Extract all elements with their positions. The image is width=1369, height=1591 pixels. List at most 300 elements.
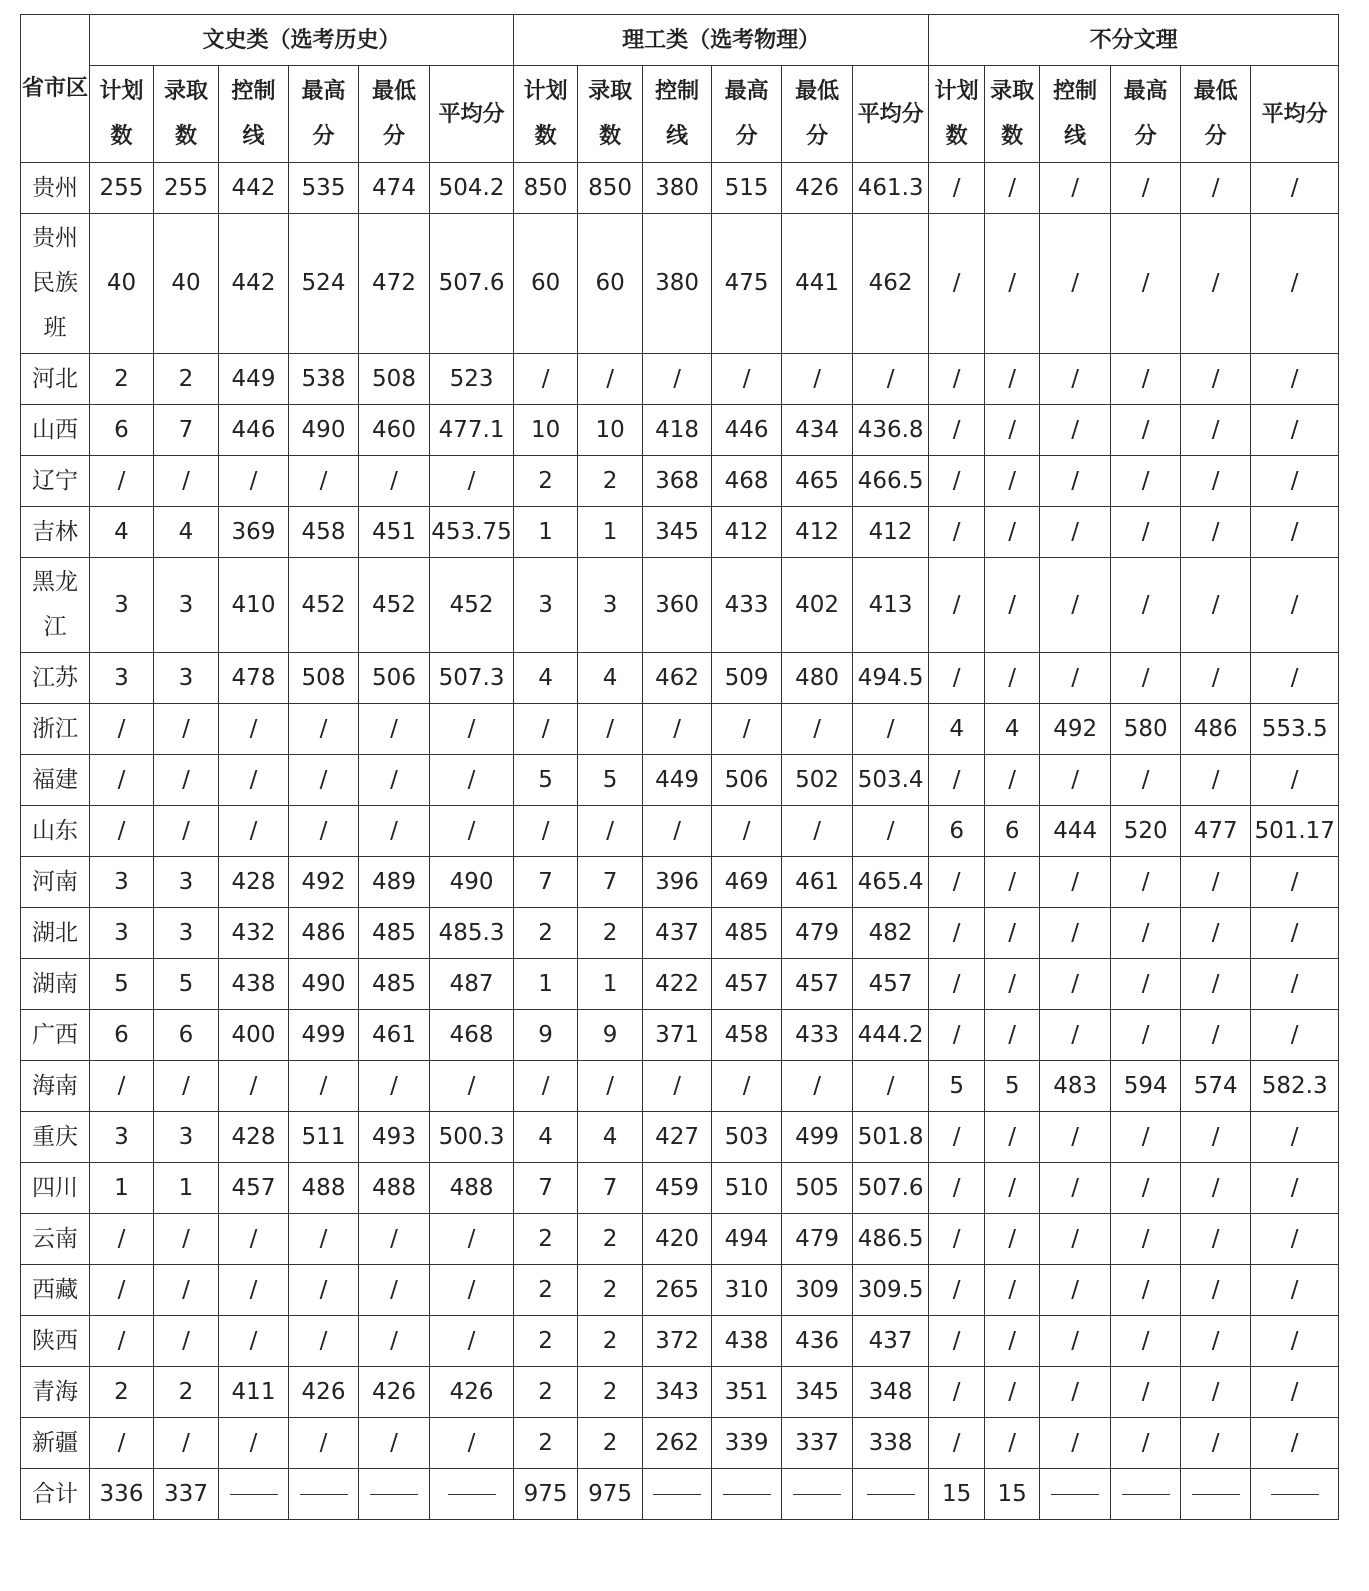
total-dash	[1181, 1469, 1251, 1520]
value-cell: 490	[289, 405, 359, 456]
value-cell: /	[985, 1265, 1040, 1316]
value-cell: /	[359, 1316, 430, 1367]
value-cell: 2	[578, 908, 643, 959]
region-cell: 陕西	[21, 1316, 90, 1367]
value-cell: /	[1251, 1214, 1339, 1265]
header-column: 最高分	[712, 66, 782, 163]
value-cell: 449	[643, 755, 712, 806]
value-cell: 2	[514, 1316, 578, 1367]
value-cell: /	[1181, 214, 1251, 354]
value-cell: /	[1040, 507, 1111, 558]
value-cell: 488	[289, 1163, 359, 1214]
value-cell: 483	[1040, 1061, 1111, 1112]
value-cell: /	[1251, 755, 1339, 806]
value-cell: /	[1181, 354, 1251, 405]
value-cell: /	[359, 806, 430, 857]
value-cell: 438	[712, 1316, 782, 1367]
value-cell: /	[712, 1061, 782, 1112]
value-cell: 60	[514, 214, 578, 354]
value-cell: 371	[643, 1010, 712, 1061]
value-cell: 2	[154, 354, 219, 405]
value-cell: 369	[219, 507, 289, 558]
value-cell: /	[1181, 163, 1251, 214]
value-cell: /	[929, 959, 985, 1010]
value-cell: /	[1040, 857, 1111, 908]
value-cell: 255	[154, 163, 219, 214]
value-cell: /	[1251, 163, 1339, 214]
value-cell: /	[985, 908, 1040, 959]
region-cell: 海南	[21, 1061, 90, 1112]
value-cell: 486	[289, 908, 359, 959]
region-cell: 湖北	[21, 908, 90, 959]
region-cell: 浙江	[21, 704, 90, 755]
value-cell: 479	[782, 908, 853, 959]
value-cell: 457	[219, 1163, 289, 1214]
value-cell: /	[430, 1214, 514, 1265]
value-cell: /	[643, 354, 712, 405]
value-cell: /	[929, 755, 985, 806]
value-cell: 3	[90, 1112, 154, 1163]
value-cell: 262	[643, 1418, 712, 1469]
value-cell: 3	[90, 653, 154, 704]
value-cell: 490	[289, 959, 359, 1010]
value-cell: 485	[359, 908, 430, 959]
value-cell: /	[154, 755, 219, 806]
value-cell: 3	[154, 857, 219, 908]
header-column: 控制线	[643, 66, 712, 163]
value-cell: 412	[712, 507, 782, 558]
value-cell: /	[1111, 1010, 1181, 1061]
header-column: 计划数	[929, 66, 985, 163]
value-cell: /	[1111, 1163, 1181, 1214]
header-column: 控制线	[1040, 66, 1111, 163]
value-cell: 507.3	[430, 653, 514, 704]
region-cell: 广西	[21, 1010, 90, 1061]
value-cell: /	[1251, 908, 1339, 959]
value-cell: /	[1040, 1010, 1111, 1061]
value-cell: /	[1181, 755, 1251, 806]
value-cell: /	[1111, 214, 1181, 354]
value-cell: 5	[514, 755, 578, 806]
table-row	[21, 354, 1339, 405]
value-cell: 472	[359, 214, 430, 354]
value-cell: 478	[219, 653, 289, 704]
value-cell: 402	[782, 558, 853, 653]
table-row	[21, 806, 1339, 857]
value-cell: /	[578, 806, 643, 857]
value-cell: 574	[1181, 1061, 1251, 1112]
value-cell: 461	[359, 1010, 430, 1061]
value-cell: /	[1040, 405, 1111, 456]
value-cell: /	[1040, 959, 1111, 1010]
value-cell: 499	[289, 1010, 359, 1061]
value-cell: /	[1181, 653, 1251, 704]
value-cell: /	[154, 1316, 219, 1367]
value-cell: /	[514, 354, 578, 405]
value-cell: 5	[90, 959, 154, 1010]
total-dash	[1040, 1469, 1111, 1520]
value-cell: 474	[359, 163, 430, 214]
value-cell: /	[929, 456, 985, 507]
value-cell: /	[430, 1061, 514, 1112]
value-cell: /	[219, 1418, 289, 1469]
value-cell: /	[712, 704, 782, 755]
value-cell: /	[929, 1163, 985, 1214]
value-cell: /	[985, 507, 1040, 558]
value-cell: 1	[90, 1163, 154, 1214]
value-cell: 309.5	[853, 1265, 929, 1316]
value-cell: 457	[782, 959, 853, 1010]
value-cell: 2	[90, 1367, 154, 1418]
value-cell: 396	[643, 857, 712, 908]
header-group-general: 不分文理	[929, 15, 1339, 66]
value-cell: /	[853, 704, 929, 755]
value-cell: /	[929, 653, 985, 704]
header-column: 录取数	[154, 66, 219, 163]
value-cell: /	[1111, 456, 1181, 507]
value-cell: 339	[712, 1418, 782, 1469]
value-cell: /	[853, 806, 929, 857]
value-cell: /	[853, 354, 929, 405]
value-cell: 436.8	[853, 405, 929, 456]
value-cell: /	[929, 1367, 985, 1418]
value-cell: /	[1251, 214, 1339, 354]
value-cell: /	[1040, 1214, 1111, 1265]
value-cell: 1	[514, 507, 578, 558]
header-column-row	[21, 66, 1339, 163]
value-cell: 255	[90, 163, 154, 214]
value-cell: /	[929, 1265, 985, 1316]
value-cell: 466.5	[853, 456, 929, 507]
value-cell: 3	[90, 857, 154, 908]
value-cell: /	[1181, 1163, 1251, 1214]
value-cell: 485	[712, 908, 782, 959]
value-cell: /	[90, 1061, 154, 1112]
value-cell: 2	[514, 1418, 578, 1469]
value-cell: 4	[514, 653, 578, 704]
value-cell: 2	[90, 354, 154, 405]
value-cell: /	[1251, 507, 1339, 558]
value-cell: /	[154, 456, 219, 507]
value-cell: /	[1040, 354, 1111, 405]
value-cell: 348	[853, 1367, 929, 1418]
value-cell: 6	[90, 1010, 154, 1061]
value-cell: 410	[219, 558, 289, 653]
value-cell: /	[1040, 755, 1111, 806]
value-cell: 508	[289, 653, 359, 704]
value-cell: /	[289, 1061, 359, 1112]
value-cell: /	[929, 1214, 985, 1265]
total-dash	[1251, 1469, 1339, 1520]
table-row	[21, 163, 1339, 214]
value-cell: 505	[782, 1163, 853, 1214]
value-cell: 7	[514, 1163, 578, 1214]
value-cell: /	[782, 704, 853, 755]
value-cell: /	[578, 1061, 643, 1112]
value-cell: 490	[430, 857, 514, 908]
value-cell: /	[359, 1418, 430, 1469]
value-cell: 488	[430, 1163, 514, 1214]
value-cell: 60	[578, 214, 643, 354]
region-cell: 福建	[21, 755, 90, 806]
value-cell: /	[929, 214, 985, 354]
value-cell: 418	[643, 405, 712, 456]
value-cell: 437	[853, 1316, 929, 1367]
value-cell: /	[1111, 755, 1181, 806]
value-cell: /	[289, 1418, 359, 1469]
total-label: 合计	[21, 1469, 90, 1520]
value-cell: 486	[1181, 704, 1251, 755]
total-history-admit: 337	[154, 1469, 219, 1520]
value-cell: /	[1181, 405, 1251, 456]
value-cell: /	[359, 1061, 430, 1112]
value-cell: /	[1040, 1316, 1111, 1367]
value-cell: /	[219, 1265, 289, 1316]
value-cell: 420	[643, 1214, 712, 1265]
table-row	[21, 1214, 1339, 1265]
header-column: 最高分	[1111, 66, 1181, 163]
value-cell: /	[1111, 507, 1181, 558]
total-general-admit: 15	[985, 1469, 1040, 1520]
value-cell: /	[514, 704, 578, 755]
value-cell: 438	[219, 959, 289, 1010]
header-group-physics: 理工类（选考物理）	[514, 15, 929, 66]
value-cell: /	[1181, 1265, 1251, 1316]
value-cell: /	[1251, 456, 1339, 507]
table-row	[21, 1316, 1339, 1367]
total-dash	[782, 1469, 853, 1520]
value-cell: /	[1111, 405, 1181, 456]
value-cell: /	[1040, 558, 1111, 653]
value-cell: /	[1251, 653, 1339, 704]
value-cell: /	[985, 354, 1040, 405]
value-cell: 412	[782, 507, 853, 558]
value-cell: 452	[359, 558, 430, 653]
region-cell: 吉林	[21, 507, 90, 558]
value-cell: /	[359, 1214, 430, 1265]
value-cell: 446	[219, 405, 289, 456]
value-cell: /	[578, 704, 643, 755]
region-cell: 黑龙江	[21, 558, 90, 653]
value-cell: /	[219, 806, 289, 857]
value-cell: 309	[782, 1265, 853, 1316]
value-cell: 411	[219, 1367, 289, 1418]
value-cell: 492	[289, 857, 359, 908]
value-cell: 458	[712, 1010, 782, 1061]
value-cell: 3	[154, 1112, 219, 1163]
region-cell: 河北	[21, 354, 90, 405]
value-cell: 451	[359, 507, 430, 558]
value-cell: 2	[154, 1367, 219, 1418]
value-cell: 509	[712, 653, 782, 704]
value-cell: /	[1040, 653, 1111, 704]
value-cell: /	[219, 1214, 289, 1265]
value-cell: /	[1181, 959, 1251, 1010]
value-cell: 413	[853, 558, 929, 653]
region-cell: 山西	[21, 405, 90, 456]
value-cell: 488	[359, 1163, 430, 1214]
total-row	[21, 1469, 1339, 1520]
table-row	[21, 558, 1339, 653]
value-cell: /	[1181, 908, 1251, 959]
value-cell: 345	[643, 507, 712, 558]
value-cell: /	[154, 704, 219, 755]
value-cell: /	[1111, 959, 1181, 1010]
value-cell: /	[1251, 1010, 1339, 1061]
value-cell: 580	[1111, 704, 1181, 755]
value-cell: /	[985, 959, 1040, 1010]
total-dash	[219, 1469, 289, 1520]
value-cell: /	[430, 1316, 514, 1367]
value-cell: 2	[514, 1265, 578, 1316]
header-column: 计划数	[514, 66, 578, 163]
value-cell: 462	[853, 214, 929, 354]
value-cell: /	[1181, 456, 1251, 507]
value-cell: /	[985, 1316, 1040, 1367]
value-cell: /	[1181, 1214, 1251, 1265]
table-body	[21, 163, 1339, 1469]
value-cell: /	[430, 755, 514, 806]
value-cell: /	[1040, 908, 1111, 959]
value-cell: 480	[782, 653, 853, 704]
value-cell: 4	[514, 1112, 578, 1163]
value-cell: 485	[359, 959, 430, 1010]
value-cell: /	[430, 806, 514, 857]
value-cell: /	[782, 354, 853, 405]
value-cell: 503.4	[853, 755, 929, 806]
value-cell: /	[643, 806, 712, 857]
value-cell: 426	[359, 1367, 430, 1418]
value-cell: /	[712, 806, 782, 857]
value-cell: 442	[219, 214, 289, 354]
region-cell: 山东	[21, 806, 90, 857]
value-cell: /	[219, 704, 289, 755]
value-cell: /	[430, 1265, 514, 1316]
value-cell: 40	[154, 214, 219, 354]
value-cell: 380	[643, 163, 712, 214]
value-cell: 351	[712, 1367, 782, 1418]
value-cell: /	[1040, 1112, 1111, 1163]
region-cell: 四川	[21, 1163, 90, 1214]
value-cell: 500.3	[430, 1112, 514, 1163]
value-cell: 6	[90, 405, 154, 456]
value-cell: /	[1181, 1010, 1251, 1061]
value-cell: /	[1251, 354, 1339, 405]
region-cell: 辽宁	[21, 456, 90, 507]
value-cell: /	[853, 1061, 929, 1112]
value-cell: /	[782, 1061, 853, 1112]
header-region: 省市区	[21, 15, 90, 163]
header-group-history: 文史类（选考历史）	[90, 15, 514, 66]
value-cell: /	[154, 806, 219, 857]
value-cell: 368	[643, 456, 712, 507]
value-cell: 477	[1181, 806, 1251, 857]
value-cell: /	[1111, 1214, 1181, 1265]
table-row	[21, 1061, 1339, 1112]
table-row	[21, 908, 1339, 959]
value-cell: 2	[514, 908, 578, 959]
value-cell: 380	[643, 214, 712, 354]
value-cell: /	[289, 1214, 359, 1265]
total-history-plan: 336	[90, 1469, 154, 1520]
value-cell: 459	[643, 1163, 712, 1214]
value-cell: /	[289, 806, 359, 857]
value-cell: 2	[578, 456, 643, 507]
value-cell: 482	[853, 908, 929, 959]
value-cell: /	[929, 163, 985, 214]
value-cell: 461.3	[853, 163, 929, 214]
value-cell: 2	[578, 1214, 643, 1265]
value-cell: 508	[359, 354, 430, 405]
value-cell: /	[1251, 1367, 1339, 1418]
value-cell: 582.3	[1251, 1061, 1339, 1112]
value-cell: 460	[359, 405, 430, 456]
value-cell: 535	[289, 163, 359, 214]
value-cell: /	[359, 1265, 430, 1316]
table-row	[21, 1367, 1339, 1418]
value-cell: 479	[782, 1214, 853, 1265]
total-physics-admit: 975	[578, 1469, 643, 1520]
table-row	[21, 704, 1339, 755]
value-cell: 485.3	[430, 908, 514, 959]
value-cell: /	[712, 354, 782, 405]
value-cell: 40	[90, 214, 154, 354]
header-column: 最高分	[289, 66, 359, 163]
header-column: 控制线	[219, 66, 289, 163]
value-cell: /	[1251, 1265, 1339, 1316]
value-cell: /	[1111, 1418, 1181, 1469]
value-cell: 506	[712, 755, 782, 806]
value-cell: /	[289, 755, 359, 806]
value-cell: /	[985, 1367, 1040, 1418]
region-cell: 河南	[21, 857, 90, 908]
value-cell: 372	[643, 1316, 712, 1367]
value-cell: 444	[1040, 806, 1111, 857]
value-cell: 492	[1040, 704, 1111, 755]
value-cell: 4	[578, 1112, 643, 1163]
value-cell: 426	[289, 1367, 359, 1418]
value-cell: /	[359, 456, 430, 507]
value-cell: 4	[90, 507, 154, 558]
value-cell: /	[289, 1265, 359, 1316]
value-cell: 2	[578, 1316, 643, 1367]
table-row	[21, 653, 1339, 704]
value-cell: /	[90, 1265, 154, 1316]
value-cell: 426	[782, 163, 853, 214]
table-row	[21, 1112, 1339, 1163]
value-cell: /	[1111, 558, 1181, 653]
admission-score-table	[20, 14, 1339, 1520]
value-cell: /	[985, 163, 1040, 214]
region-cell: 新疆	[21, 1418, 90, 1469]
value-cell: /	[985, 1418, 1040, 1469]
value-cell: /	[929, 1112, 985, 1163]
value-cell: 4	[985, 704, 1040, 755]
value-cell: 507.6	[853, 1163, 929, 1214]
table-row	[21, 755, 1339, 806]
value-cell: /	[1181, 1112, 1251, 1163]
value-cell: 265	[643, 1265, 712, 1316]
total-physics-plan: 975	[514, 1469, 578, 1520]
value-cell: /	[985, 857, 1040, 908]
value-cell: 433	[782, 1010, 853, 1061]
value-cell: 486.5	[853, 1214, 929, 1265]
value-cell: 4	[929, 704, 985, 755]
value-cell: 444.2	[853, 1010, 929, 1061]
value-cell: 432	[219, 908, 289, 959]
value-cell: /	[985, 1163, 1040, 1214]
total-dash	[643, 1469, 712, 1520]
